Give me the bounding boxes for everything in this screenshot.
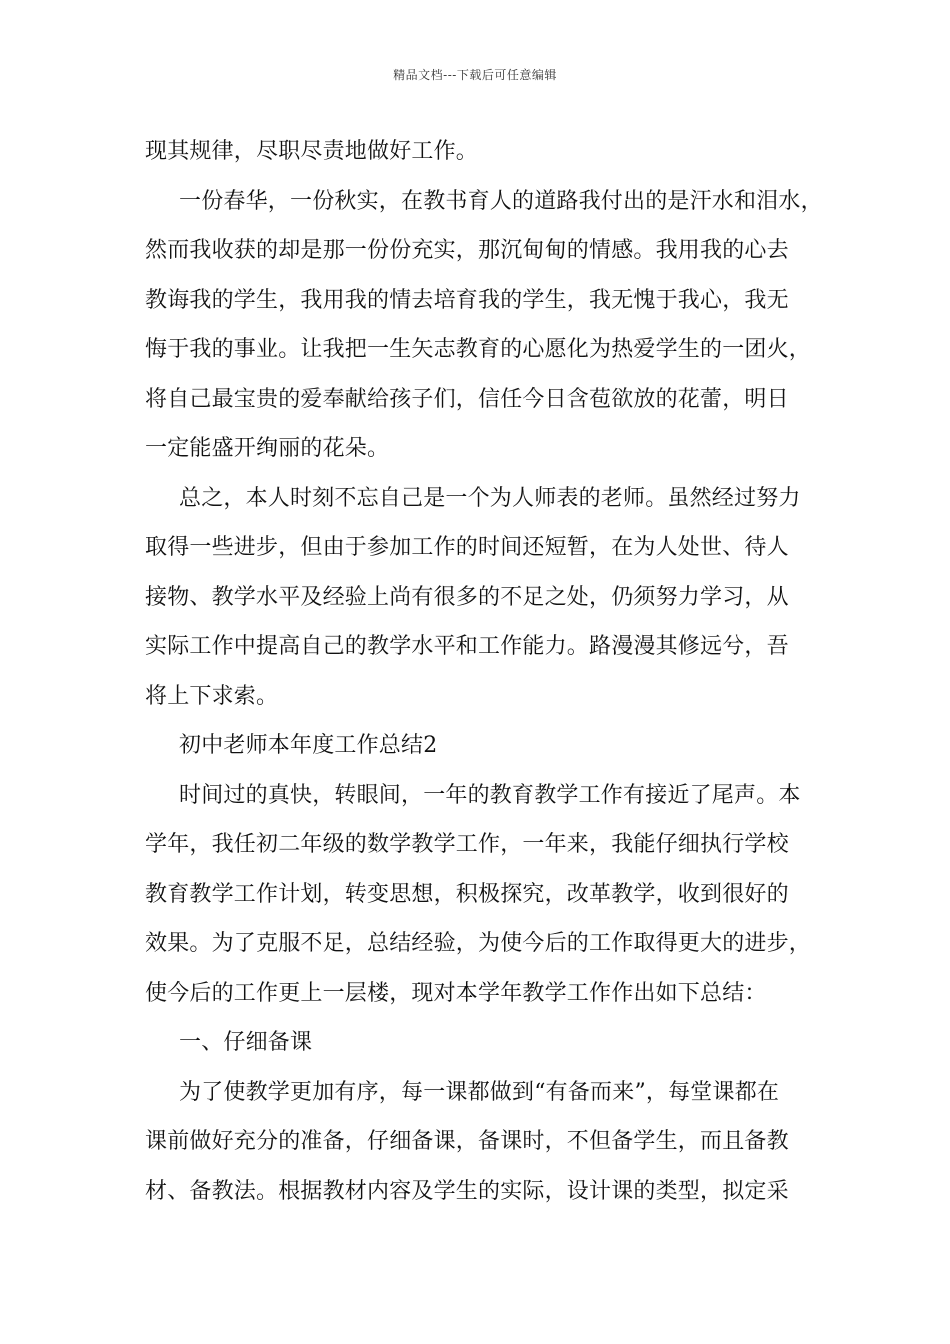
text-line: 材、备教法。根据教材内容及学生的实际，设计课的类型，拟定采: [145, 1178, 789, 1204]
document-body: [145, 127, 825, 1216]
paragraph-start-line: 总之，本人时刻不忘自己是一个为人师表的老师。虽然经过努力: [179, 485, 801, 511]
paragraph-start-line: 时间过的真快，转眼间，一年的教育教学工作有接近了尾声。本: [179, 782, 801, 808]
text-line: 接物、教学水平及经验上尚有很多的不足之处，仍须努力学习，从: [145, 584, 789, 610]
text-line: 学年，我任初二年级的数学教学工作，一年来，我能仔细执行学校: [145, 832, 789, 857]
text-line: 一定能盛开绚丽的花朵。: [145, 436, 390, 461]
text-line: 教育教学工作计划，转变思想，积极探究，改革教学，收到很好的: [145, 881, 789, 907]
text-line: 现其规律，尽职尽责地做好工作。: [145, 139, 479, 164]
subsection-heading: 一、仔细备课: [179, 1030, 313, 1055]
paragraph-start-line: 一份春华，一份秋实，在教书育人的道路我付出的是汗水和泪水，: [179, 188, 823, 214]
text-line: 悔于我的事业。让我把一生矢志教育的心愿化为热爱学生的一团火，: [145, 337, 812, 362]
text-line: 使今后的工作更上一层楼，现对本学年教学工作作出如下总结：: [145, 980, 767, 1006]
text-line: 将自己最宝贵的爱奉献给孩子们，信任今日含苞欲放的花蕾，明日: [145, 386, 789, 412]
page-header: 精品文档---下载后可任意编辑: [393, 68, 557, 82]
text-line: 教诲我的学生，我用我的情去培育我的学生，我无愧于我心，我无: [145, 287, 789, 313]
section-title: 初中老师本年度工作总结2: [179, 733, 438, 758]
text-line: 然而我收获的却是那一份份充实，那沉甸甸的情感。我用我的心去: [145, 238, 789, 263]
text-line: 课前做好充分的准备，仔细备课，备课时，不但备学生，而且备教: [145, 1129, 789, 1154]
paragraph-start-line: 为了使教学更加有序，每一课都做到“有备而来”，每堂课都在: [179, 1079, 780, 1105]
text-line: 实际工作中提高自己的教学水平和工作能力。路漫漫其修远兮，吾: [145, 634, 789, 659]
text-line: 将上下求索。: [145, 683, 279, 709]
text-line: 效果。为了克服不足，总结经验，为使今后的工作取得更大的进步，: [145, 931, 812, 956]
text-line: 取得一些进步，但由于参加工作的时间还短暂，在为人处世、待人: [145, 535, 789, 560]
